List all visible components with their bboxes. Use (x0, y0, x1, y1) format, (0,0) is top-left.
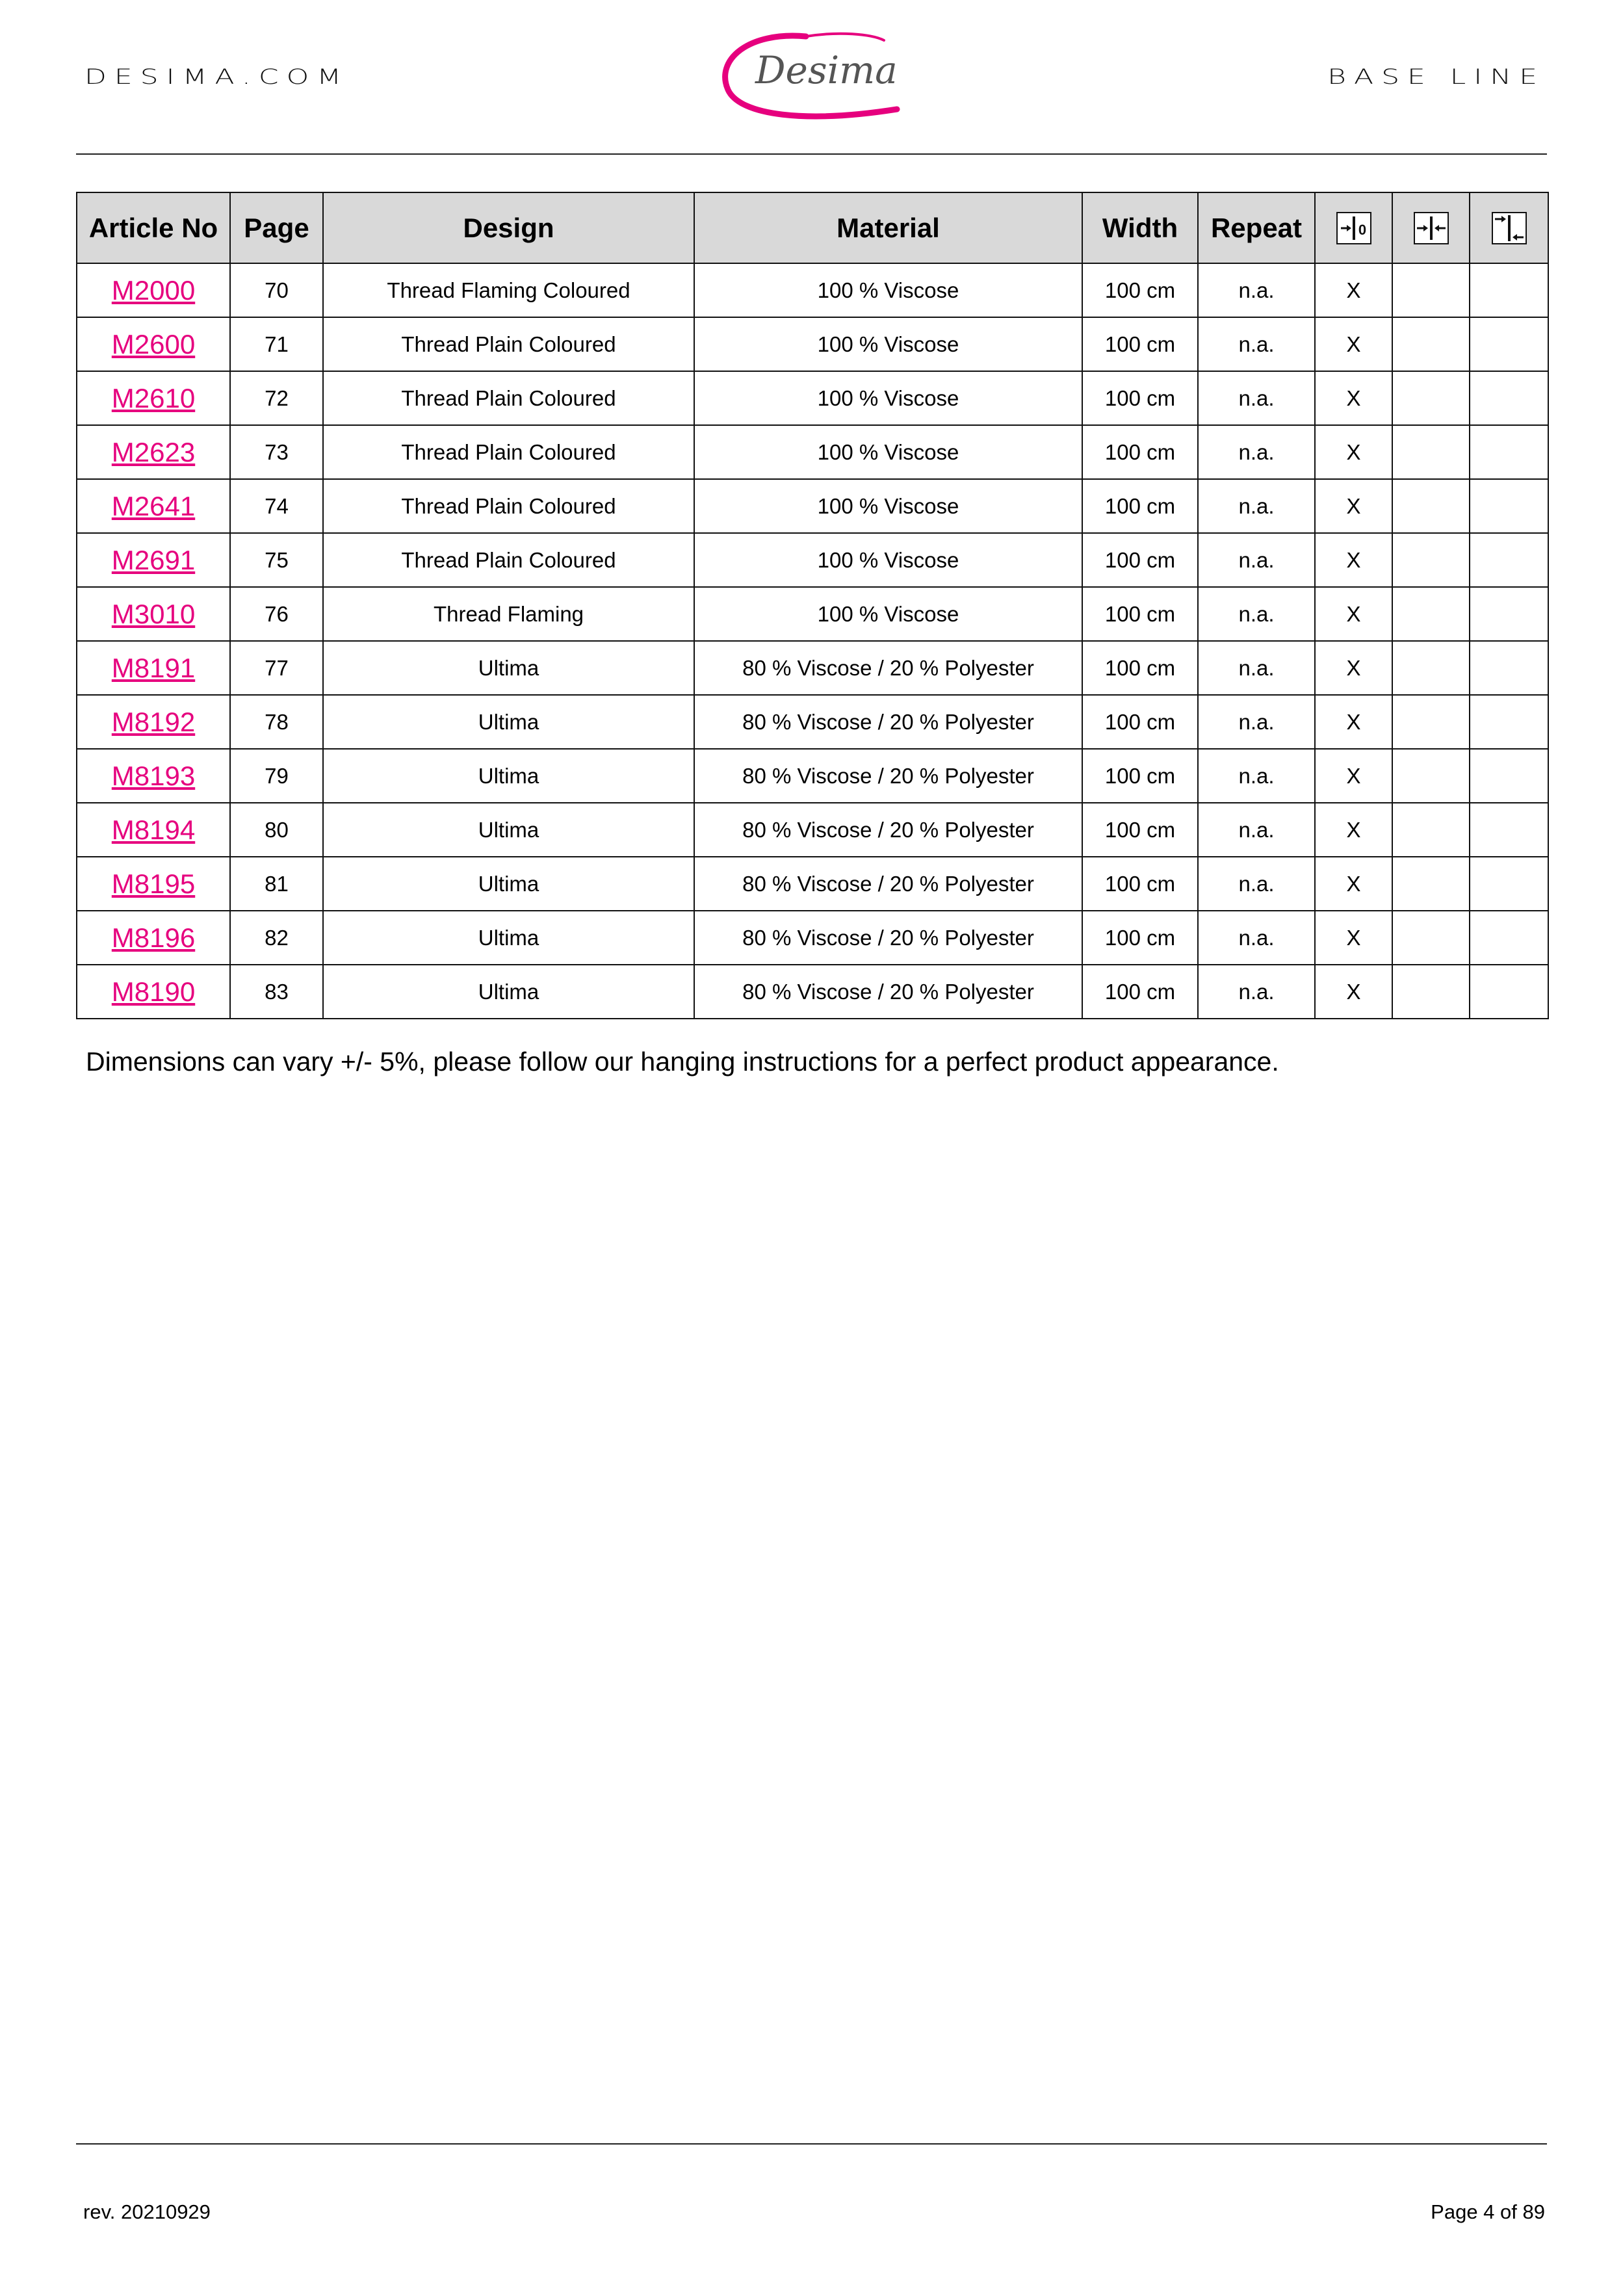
collection-name: BASE LINE (1327, 65, 1545, 89)
article-link-cell (77, 425, 230, 479)
article-link[interactable]: M8191 (111, 652, 196, 683)
design-cell: Thread Plain Coloured (323, 317, 694, 371)
col-width: Width (1082, 192, 1198, 263)
page-cell: 77 (230, 641, 323, 695)
straight-repeat-cell (1392, 587, 1470, 641)
repeat-cell: n.a. (1198, 749, 1315, 803)
width-cell: 100 cm (1082, 587, 1198, 641)
article-link[interactable]: M8190 (111, 976, 196, 1007)
article-link[interactable]: M8196 (111, 922, 196, 953)
col-repeat: Repeat (1198, 192, 1315, 263)
material-cell: 80 % Viscose / 20 % Polyester (694, 749, 1082, 803)
material-cell: 80 % Viscose / 20 % Polyester (694, 803, 1082, 857)
no-repeat-cell: X (1315, 371, 1392, 425)
offset-repeat-cell (1470, 911, 1548, 965)
design-cell: Ultima (323, 749, 694, 803)
offset-repeat-cell (1470, 587, 1548, 641)
design-cell: Ultima (323, 641, 694, 695)
width-cell: 100 cm (1082, 425, 1198, 479)
page-cell: 80 (230, 803, 323, 857)
article-link-cell (77, 371, 230, 425)
repeat-cell: n.a. (1198, 425, 1315, 479)
no-repeat-cell: X (1315, 911, 1392, 965)
offset-repeat-cell (1470, 263, 1548, 317)
table-row (77, 641, 1548, 695)
col-offset-repeat (1470, 192, 1548, 263)
no-repeat-cell: X (1315, 479, 1392, 533)
straight-repeat-cell (1392, 479, 1470, 533)
no-repeat-cell: X (1315, 749, 1392, 803)
material-cell: 100 % Viscose (694, 479, 1082, 533)
offset-repeat-cell (1470, 317, 1548, 371)
logo-text: Desima (755, 48, 898, 92)
article-link-cell (77, 857, 230, 911)
design-cell: Thread Plain Coloured (323, 371, 694, 425)
design-cell: Thread Plain Coloured (323, 533, 694, 587)
article-link[interactable]: M2000 (111, 274, 196, 306)
dimensions-note: Dimensions can vary +/- 5%, please follow our hanging instructions for a perfect product appearance. (86, 1047, 1279, 1076)
article-link[interactable]: M8193 (111, 760, 196, 791)
repeat-cell: n.a. (1198, 641, 1315, 695)
repeat-cell: n.a. (1198, 965, 1315, 1019)
page-cell: 83 (230, 965, 323, 1019)
no-repeat-cell: X (1315, 857, 1392, 911)
design-cell: Thread Plain Coloured (323, 425, 694, 479)
table-row (77, 479, 1548, 533)
table-row (77, 803, 1548, 857)
design-cell: Ultima (323, 803, 694, 857)
article-link-cell (77, 641, 230, 695)
repeat-cell: n.a. (1198, 803, 1315, 857)
straight-repeat-cell (1392, 803, 1470, 857)
straight-repeat-cell (1392, 317, 1470, 371)
col-straight-repeat (1392, 192, 1470, 263)
table-row (77, 695, 1548, 749)
desima-logo (708, 25, 923, 129)
no-repeat-cell: X (1315, 533, 1392, 587)
width-cell: 100 cm (1082, 263, 1198, 317)
design-cell: Ultima (323, 857, 694, 911)
repeat-cell: n.a. (1198, 695, 1315, 749)
offset-repeat-icon (1491, 210, 1527, 246)
table-row (77, 587, 1548, 641)
repeat-cell: n.a. (1198, 911, 1315, 965)
no-repeat-cell: X (1315, 317, 1392, 371)
offset-repeat-cell (1470, 857, 1548, 911)
page-cell: 82 (230, 911, 323, 965)
straight-repeat-cell (1392, 965, 1470, 1019)
page-cell: 71 (230, 317, 323, 371)
no-repeat-cell: X (1315, 425, 1392, 479)
logo-swoosh-top (806, 34, 884, 40)
article-link[interactable]: M8195 (111, 868, 196, 899)
page-cell: 70 (230, 263, 323, 317)
article-link-cell (77, 317, 230, 371)
article-table (76, 192, 1549, 1019)
article-link-cell (77, 749, 230, 803)
repeat-cell: n.a. (1198, 857, 1315, 911)
width-cell: 100 cm (1082, 911, 1198, 965)
article-link-cell (77, 803, 230, 857)
table-row (77, 317, 1548, 371)
page-cell: 76 (230, 587, 323, 641)
offset-repeat-cell (1470, 371, 1548, 425)
page-cell: 79 (230, 749, 323, 803)
repeat-cell: n.a. (1198, 371, 1315, 425)
article-link-cell (77, 965, 230, 1019)
page-number: Page 4 of 89 (1431, 2200, 1545, 2223)
offset-repeat-cell (1470, 425, 1548, 479)
repeat-cell: n.a. (1198, 587, 1315, 641)
table-row (77, 263, 1548, 317)
design-cell: Thread Flaming (323, 587, 694, 641)
article-link-cell (77, 533, 230, 587)
table-row (77, 857, 1548, 911)
no-repeat-icon (1336, 210, 1372, 246)
article-link[interactable]: M2623 (111, 436, 196, 467)
article-link[interactable]: M2600 (111, 328, 196, 359)
col-article: Article No (77, 192, 230, 263)
material-cell: 100 % Viscose (694, 371, 1082, 425)
offset-repeat-cell (1470, 641, 1548, 695)
width-cell: 100 cm (1082, 371, 1198, 425)
repeat-cell: n.a. (1198, 317, 1315, 371)
width-cell: 100 cm (1082, 695, 1198, 749)
material-cell: 100 % Viscose (694, 587, 1082, 641)
article-link[interactable]: M8194 (111, 814, 196, 845)
page-cell: 78 (230, 695, 323, 749)
no-repeat-cell: X (1315, 263, 1392, 317)
width-cell: 100 cm (1082, 317, 1198, 371)
page-cell: 72 (230, 371, 323, 425)
offset-repeat-cell (1470, 803, 1548, 857)
width-cell: 100 cm (1082, 965, 1198, 1019)
site-name: DESIMA.COM (84, 65, 350, 89)
design-cell: Thread Plain Coloured (323, 479, 694, 533)
article-link-cell (77, 587, 230, 641)
page-cell: 75 (230, 533, 323, 587)
article-link[interactable]: M2691 (111, 544, 196, 575)
width-cell: 100 cm (1082, 533, 1198, 587)
material-cell: 80 % Viscose / 20 % Polyester (694, 911, 1082, 965)
no-repeat-cell: X (1315, 695, 1392, 749)
straight-repeat-icon (1413, 210, 1449, 246)
straight-repeat-cell (1392, 263, 1470, 317)
offset-repeat-cell (1470, 965, 1548, 1019)
table-row (77, 371, 1548, 425)
col-no-repeat (1315, 192, 1392, 263)
straight-repeat-cell (1392, 749, 1470, 803)
article-link[interactable]: M2610 (111, 382, 196, 413)
repeat-cell: n.a. (1198, 533, 1315, 587)
header-divider (76, 153, 1547, 155)
design-cell: Ultima (323, 911, 694, 965)
no-repeat-cell: X (1315, 641, 1392, 695)
page-cell: 74 (230, 479, 323, 533)
material-cell: 100 % Viscose (694, 533, 1082, 587)
width-cell: 100 cm (1082, 479, 1198, 533)
straight-repeat-cell (1392, 641, 1470, 695)
offset-repeat-cell (1470, 479, 1548, 533)
article-link-cell (77, 695, 230, 749)
straight-repeat-cell (1392, 857, 1470, 911)
article-link-cell (77, 479, 230, 533)
width-cell: 100 cm (1082, 749, 1198, 803)
material-cell: 80 % Viscose / 20 % Polyester (694, 965, 1082, 1019)
table-row (77, 533, 1548, 587)
col-material: Material (694, 192, 1082, 263)
width-cell: 100 cm (1082, 641, 1198, 695)
material-cell: 80 % Viscose / 20 % Polyester (694, 857, 1082, 911)
no-repeat-cell: X (1315, 587, 1392, 641)
page-cell: 73 (230, 425, 323, 479)
article-link[interactable]: M8192 (111, 706, 196, 737)
material-cell: 100 % Viscose (694, 317, 1082, 371)
table-row (77, 911, 1548, 965)
width-cell: 100 cm (1082, 803, 1198, 857)
no-repeat-cell: X (1315, 803, 1392, 857)
material-cell: 100 % Viscose (694, 263, 1082, 317)
straight-repeat-cell (1392, 425, 1470, 479)
footer-divider (76, 2143, 1547, 2145)
repeat-cell: n.a. (1198, 479, 1315, 533)
article-link-cell (77, 263, 230, 317)
design-cell: Ultima (323, 695, 694, 749)
material-cell: 80 % Viscose / 20 % Polyester (694, 641, 1082, 695)
table-header-row (77, 192, 1548, 263)
straight-repeat-cell (1392, 533, 1470, 587)
article-link-cell (77, 911, 230, 965)
col-page: Page (230, 192, 323, 263)
offset-repeat-cell (1470, 533, 1548, 587)
table-row (77, 965, 1548, 1019)
article-link[interactable]: M3010 (111, 598, 196, 629)
width-cell: 100 cm (1082, 857, 1198, 911)
article-link[interactable]: M2641 (111, 490, 196, 521)
table-row (77, 749, 1548, 803)
no-repeat-cell: X (1315, 965, 1392, 1019)
repeat-cell: n.a. (1198, 263, 1315, 317)
svg-text:0: 0 (1358, 221, 1366, 238)
material-cell: 80 % Viscose / 20 % Polyester (694, 695, 1082, 749)
col-design: Design (323, 192, 694, 263)
offset-repeat-cell (1470, 749, 1548, 803)
material-cell: 100 % Viscose (694, 425, 1082, 479)
revision-label: rev. 20210929 (83, 2200, 211, 2223)
straight-repeat-cell (1392, 371, 1470, 425)
straight-repeat-cell (1392, 911, 1470, 965)
page-cell: 81 (230, 857, 323, 911)
table-row (77, 425, 1548, 479)
straight-repeat-cell (1392, 695, 1470, 749)
design-cell: Thread Flaming Coloured (323, 263, 694, 317)
offset-repeat-cell (1470, 695, 1548, 749)
design-cell: Ultima (323, 965, 694, 1019)
